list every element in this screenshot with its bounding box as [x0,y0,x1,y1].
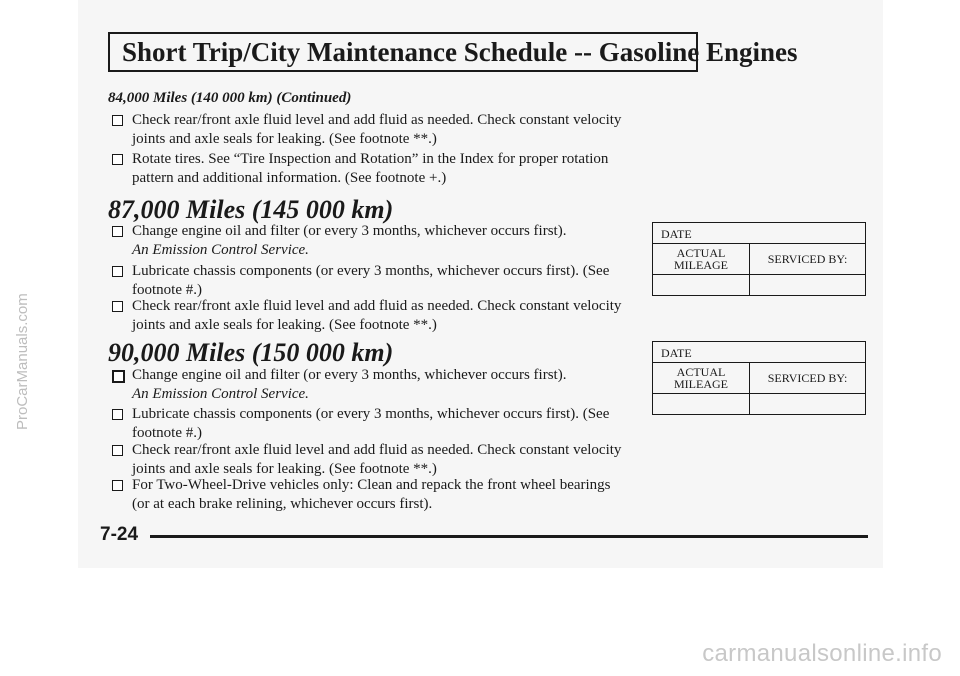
checklist-item: Check rear/front axle fluid level and add fluid as needed. Check constant velocity joints and axle seals for leaking. (See footnote **.) [108,111,628,149]
date-label: DATE [661,227,692,241]
checkbox[interactable] [112,409,123,420]
checklist-item: For Two-Wheel-Drive vehicles only: Clean and repack the front wheel bearings (or at each brake relining, whichever occurs first). [108,476,628,514]
actual-mileage-label: ACTUAL MILEAGE [653,363,750,393]
serviced-by-label: SERVICED BY: [767,252,848,266]
date-label: DATE [661,346,692,360]
checklist-item: Rotate tires. See “Tire Inspection and Rotation” in the Index for proper rotation pattern and additional information. (See footnote +.) [108,150,628,188]
checkbox[interactable] [112,370,125,383]
checklist-item: Lubricate chassis components (or every 3 months, whichever occurs first). (See footnote #.) [108,262,628,300]
checkbox[interactable] [112,226,123,237]
checkbox[interactable] [112,301,123,312]
side-watermark: ProCarManuals.com [14,293,31,430]
actual-mileage-label: ACTUAL MILEAGE [653,244,750,274]
serviced-by-entry-cell[interactable] [750,275,865,295]
mileage-entry-cell[interactable] [653,394,750,414]
checklist-item: Change engine oil and filter (or every 3 months, whichever occurs first). An Emission Control Service. [108,366,628,404]
checklist-item: Check rear/front axle fluid level and add fluid as needed. Check constant velocity joints and axle seals for leaking. (See footnote **.) [108,297,628,335]
bottom-watermark: carmanualsonline.info [702,640,942,667]
checklist-item: Lubricate chassis components (or every 3 months, whichever occurs first). (See footnote #.) [108,405,628,443]
footer-rule [150,535,868,538]
checkbox[interactable] [112,445,123,456]
continued-heading: 84,000 Miles (140 000 km) (Continued) [108,90,352,106]
checkbox[interactable] [112,115,123,126]
checkbox[interactable] [112,266,123,277]
checklist-item: Check rear/front axle fluid level and add fluid as needed. Check constant velocity joints and axle seals for leaking. (See footnote **.) [108,441,628,479]
checkbox[interactable] [112,154,123,165]
checklist-item: Change engine oil and filter (or every 3 months, whichever occurs first). An Emission Control Service. [108,222,628,260]
page-number: 7-24 [100,524,139,545]
serviced-by-entry-cell[interactable] [750,394,865,414]
service-record-box-90000 [652,341,866,415]
serviced-by-label: SERVICED BY: [767,371,848,385]
section-heading-90000: 90,000 Miles (150 000 km) [108,338,394,367]
page-title: Short Trip/City Maintenance Schedule -- Gasoline Engines [108,32,698,72]
service-record-box-87000 [652,222,866,296]
section-heading-87000: 87,000 Miles (145 000 km) [108,195,394,224]
checkbox[interactable] [112,480,123,491]
mileage-entry-cell[interactable] [653,275,750,295]
